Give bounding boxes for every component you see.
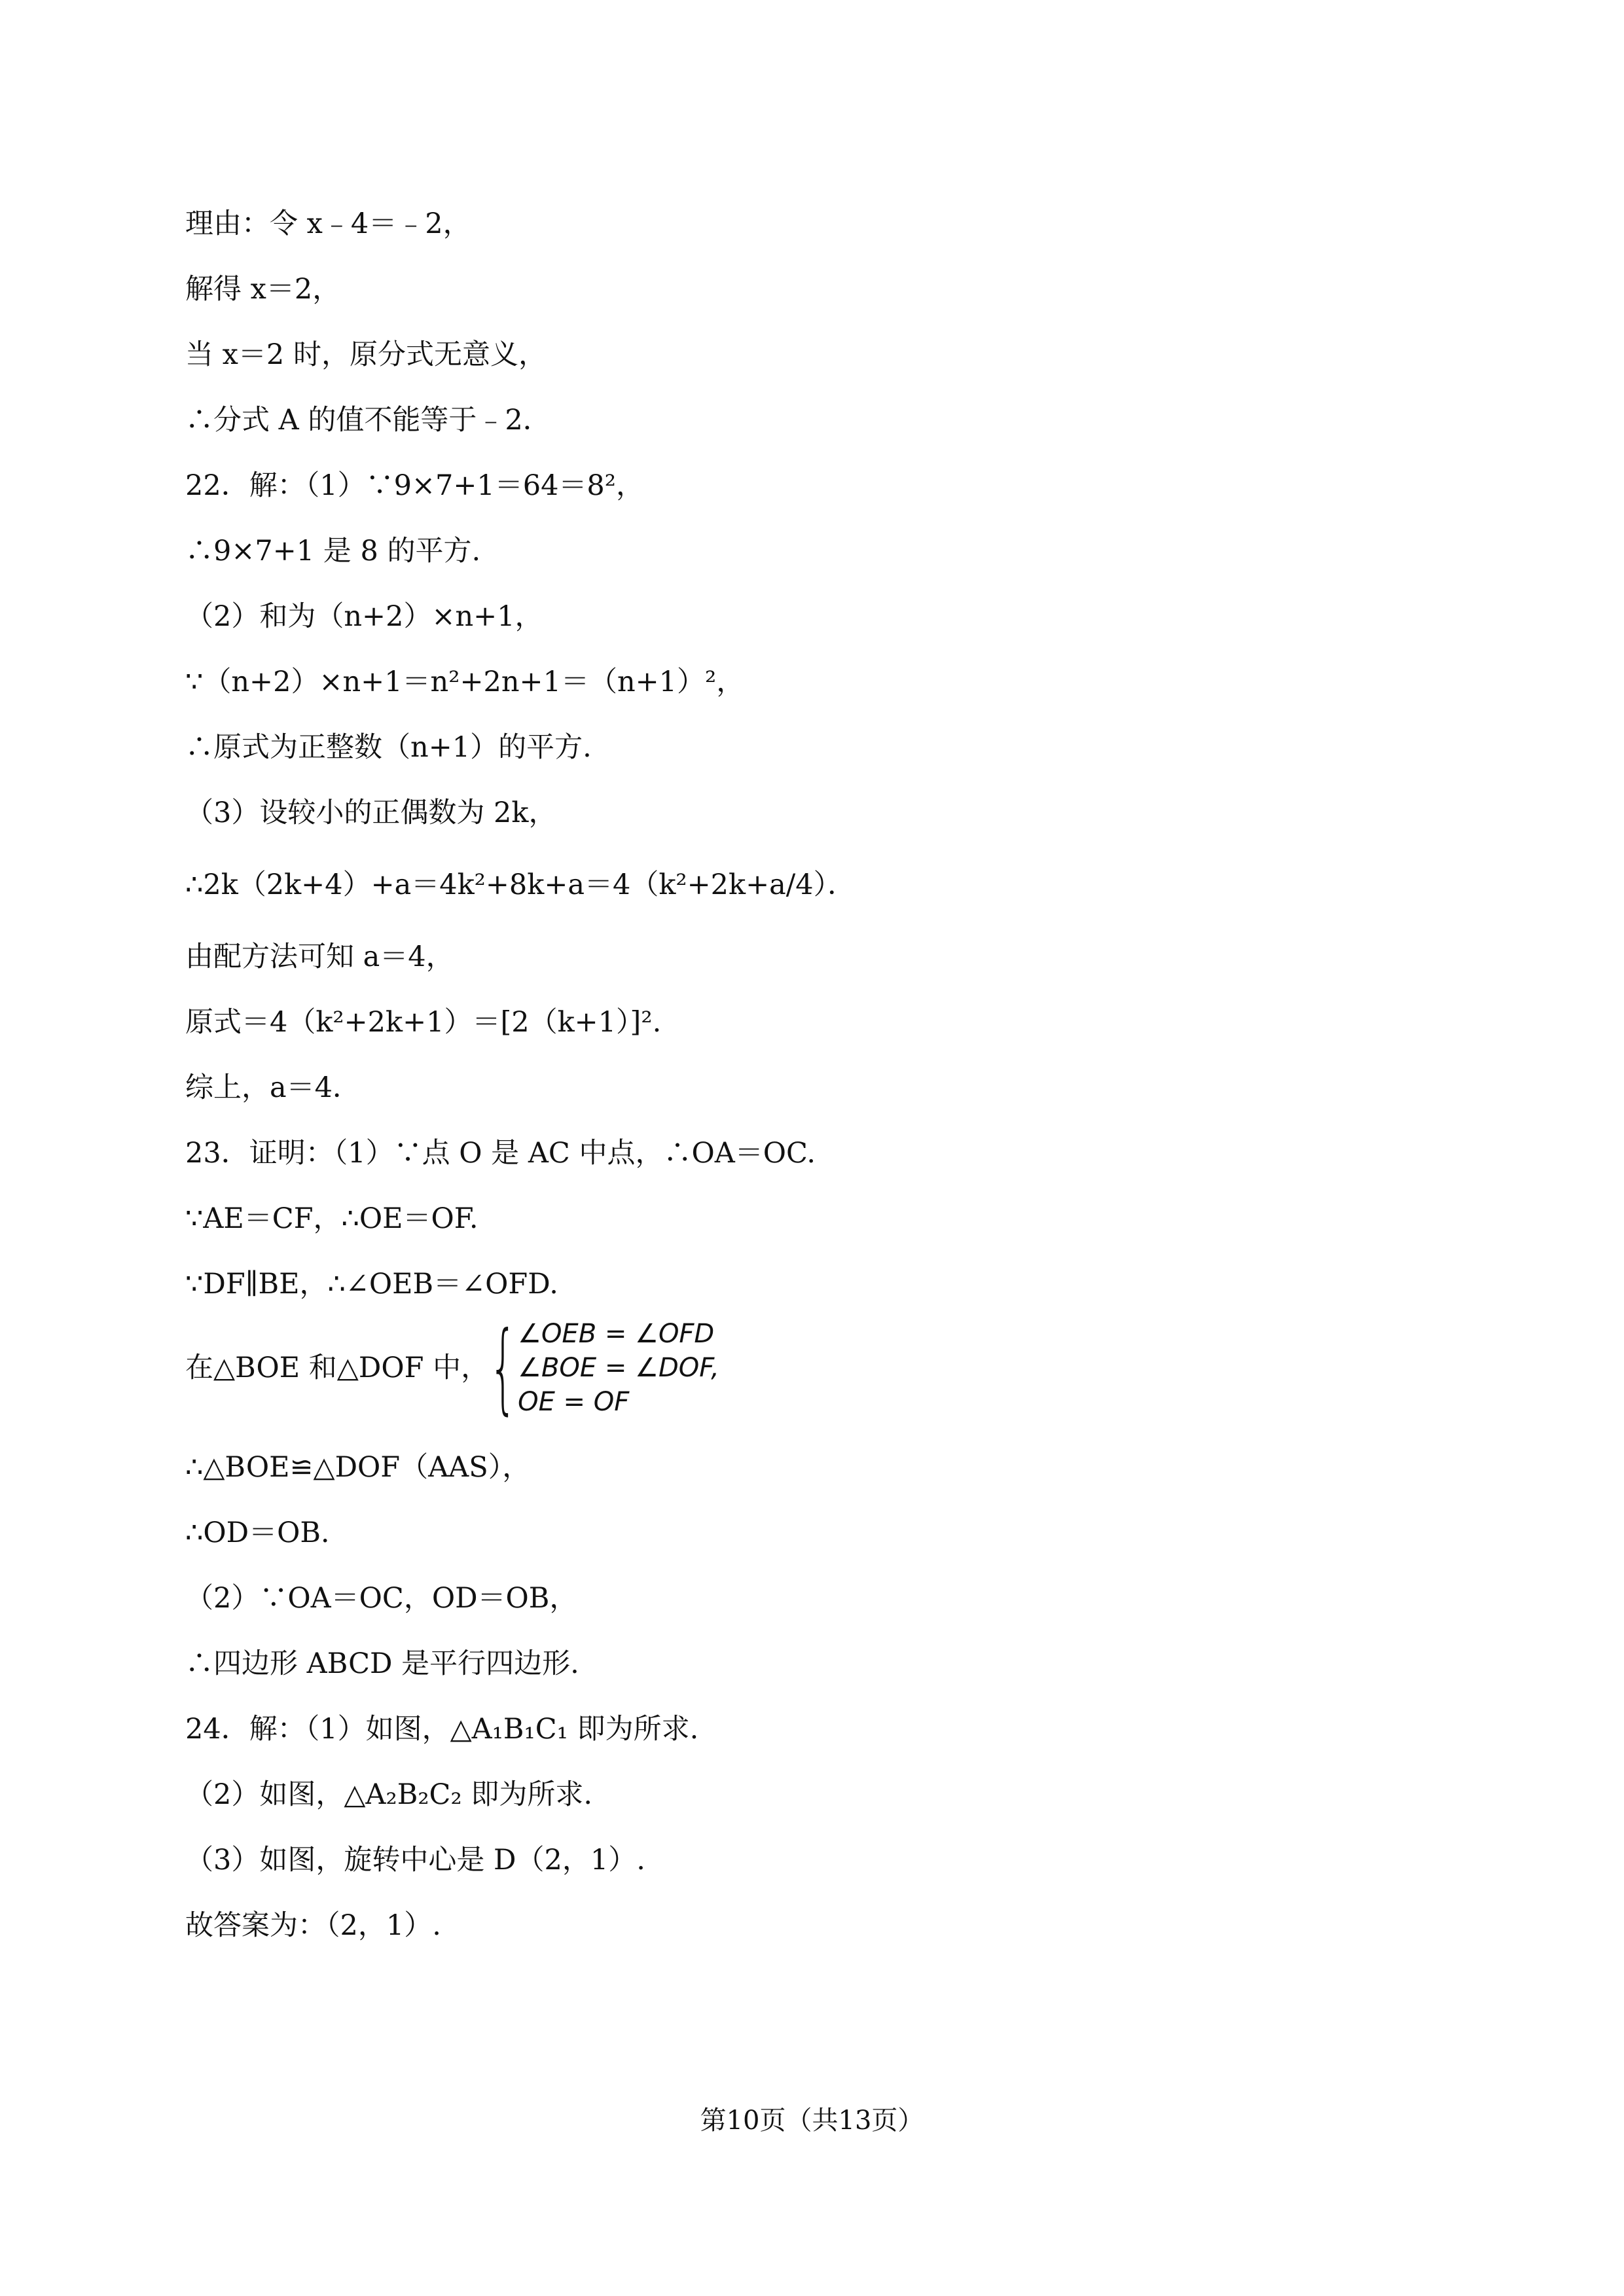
text-line: （3）设较小的正偶数为 2k， [185,797,557,829]
system-equation: ∠BOE = ∠DOF, [518,1353,719,1383]
text-line: ∴四边形 ABCD 是平行四边形. [185,1647,579,1680]
text-line: 理由：令 x﹣4＝﹣2， [185,207,471,240]
text-line: ∴分式 A 的值不能等于﹣2． [185,404,551,437]
text-line: ∵（n+2）×n+1＝n²+2n+1＝（n+1）²， [185,666,745,698]
text-line: ∵AE＝CF，∴OE＝OF. [185,1202,478,1235]
text-line: （3）如图，旋转中心是 D（2，1）. [185,1844,645,1876]
system-prefix: 在△BOE 和△DOF 中， [185,1352,490,1384]
page-footer: 第10页（共13页） [700,2106,924,2136]
text-line: （2）和为（n+2）×n+1， [185,600,543,633]
equation-system [518,1317,719,1419]
text-line: ∴OD＝OB. [185,1516,330,1549]
text-line: ∵DF∥BE，∴∠OEB＝∠OFD. [185,1268,558,1300]
text-line: 由配方法可知 a＝4， [185,941,454,973]
text-line: 解得 x＝2， [185,273,341,306]
text-line: ∴2k（2k+4）+a＝4k²+8k+a＝4（k²+2k+a/4）． [185,869,856,901]
text-line: （2）∵OA＝OC，OD＝OB， [185,1582,578,1615]
equation-system-line [185,1312,719,1424]
system-equation: ∠OEB = ∠OFD [518,1319,715,1349]
text-line: 22．解：（1）∵9×7+1＝64＝8²， [185,469,645,502]
system-equation: OE = OF [518,1387,630,1417]
text-line: 原式＝4（k²+2k+1）＝[2（k+1）]². [185,1006,662,1039]
text-line: 23．证明：（1）∵点 O 是 AC 中点，∴OA＝OC. [185,1137,816,1170]
text-line: ∴△BOE≌△DOF（AAS）， [185,1451,531,1484]
left-brace: { [489,1311,518,1425]
text-line: 故答案为：（2，1）. [185,1909,441,1942]
text-line: ∴9×7+1 是 8 的平方. [185,535,481,567]
text-line: 当 x＝2 时，原分式无意义， [185,338,547,371]
text-line: （2）如图，△A₂B₂C₂ 即为所求. [185,1778,593,1811]
text-line: 综上，a＝4． [185,1071,361,1104]
text-line: 24．解：（1）如图，△A₁B₁C₁ 即为所求. [185,1713,699,1746]
text-line: ∴原式为正整数（n+1）的平方. [185,731,592,764]
